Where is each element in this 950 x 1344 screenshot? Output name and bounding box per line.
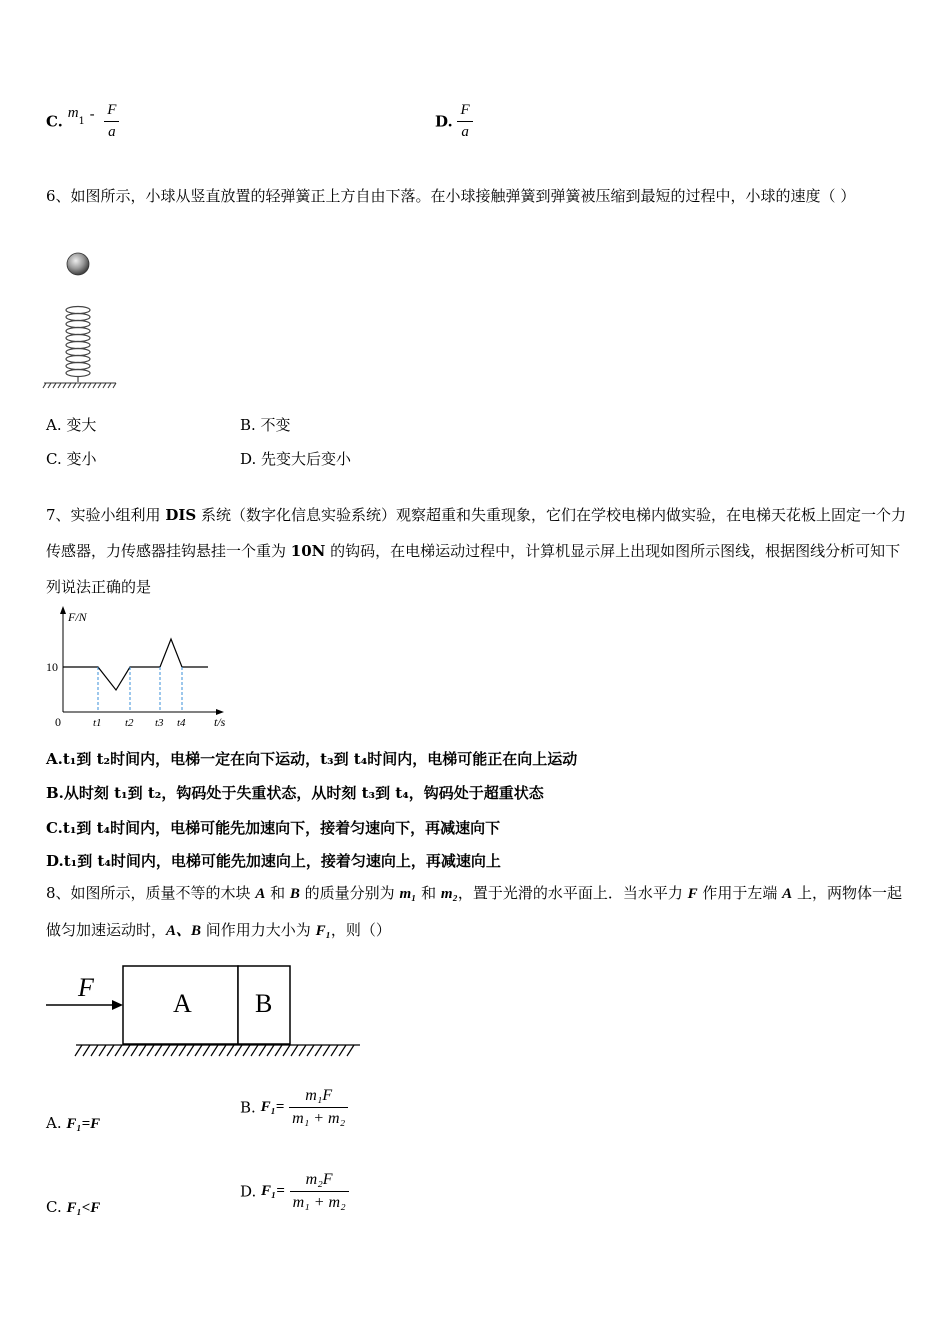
- q5-option-d-num: F: [457, 102, 472, 122]
- q8-option-c-expr: F₁<F: [66, 1200, 101, 1216]
- q8-option-a-label: A.: [46, 1114, 67, 1132]
- q8-option-b-lhs: F₁=: [260, 1099, 285, 1115]
- spring-icon: [66, 307, 90, 383]
- block-b-label: B: [255, 989, 273, 1018]
- q5-option-c-fraction: [104, 102, 119, 141]
- x-axis-label: t/s: [214, 715, 226, 726]
- x-tick-t4: t4: [177, 717, 186, 726]
- q7-text: [46, 497, 908, 605]
- q6-option-c: C. 变小: [46, 450, 97, 468]
- q8-text-post: ，则（）: [330, 921, 391, 939]
- ground-icon: [43, 383, 116, 388]
- q8-text-a: A: [255, 886, 266, 902]
- force-arrow-icon: [112, 1000, 123, 1010]
- q8-option-b-label: B.: [240, 1098, 261, 1117]
- q8-text-pre: 8、如图所示，质量不等的木块: [46, 884, 256, 902]
- q8-text-ab: A、B: [166, 923, 202, 939]
- q8-option-c: [46, 1198, 100, 1217]
- q5-option-c: [46, 102, 119, 141]
- q5-option-c-den: a: [108, 124, 116, 140]
- q6-option-a: A. 变大: [46, 416, 97, 434]
- x-tick-t2: t2: [125, 717, 134, 726]
- q8-option-a-expr: F₁=F: [66, 1116, 101, 1132]
- y-axis-arrow-icon: [60, 606, 66, 614]
- q8-option-d-num: m₂F: [290, 1171, 349, 1192]
- x-tick-t1: t1: [93, 717, 102, 726]
- q6-spring-figure: [42, 250, 120, 392]
- q8-text-mid3: 作用于左端: [697, 884, 783, 902]
- q8-text-and1: 和: [265, 884, 290, 902]
- q5-option-c-label: C.: [46, 112, 63, 131]
- q8-option-d-label: D.: [240, 1182, 262, 1201]
- q5-option-d: [435, 102, 473, 141]
- q5-option-c-num: F: [104, 102, 119, 122]
- q7-option-c: C.t₁到 t₄时间内，电梯可能先加速向下，接着匀速向下，再减速向下: [46, 819, 501, 837]
- q8-text-mid5: 间作用力大小为: [201, 921, 316, 939]
- q6-option-d: D. 先变大后变小: [240, 450, 352, 468]
- q7-text-mid: 系统（数字化信息实验系统）观察超重和失重现象，它们在学校电梯内做实验，在电梯天花板上固定一个力传感器，力传感器挂钩悬挂一个重为: [46, 506, 906, 560]
- q5-option-c-m: m: [67, 105, 79, 121]
- y-axis-label: F/N: [68, 610, 87, 624]
- q8-text-mid4: 上，两物体一起做匀加速运动时，: [46, 884, 902, 939]
- q7-force-time-graph: [40, 604, 240, 726]
- q8-option-b-num: m₁F: [289, 1087, 348, 1108]
- q8-option-a: [46, 1114, 100, 1133]
- q8-text-mid: 的质量分别为: [299, 884, 400, 902]
- q8-option-d-lhs: F₁=: [261, 1183, 285, 1199]
- q5-option-d-label: D.: [435, 112, 453, 131]
- q7-text-dis: DIS: [165, 506, 197, 524]
- q5-option-d-fraction: [457, 102, 472, 141]
- force-label: F: [78, 973, 94, 1002]
- ground-icon: [75, 1045, 360, 1056]
- q5-option-c-sub: 1: [78, 115, 85, 127]
- q8-option-b-den: m₁ + m₂: [292, 1110, 346, 1127]
- q8-option-b-fraction: [289, 1087, 348, 1128]
- q7-text-pre: 7、实验小组利用: [46, 506, 166, 524]
- q7-option-a: A.t₁到 t₂时间内，电梯一定在向下运动，t₃到 t₄时间内，电梯可能正在向上运动: [46, 750, 578, 768]
- q8-option-d-fraction: [290, 1171, 349, 1212]
- q8-text-m1: m₁: [399, 886, 417, 902]
- y-tick-10: 10: [46, 660, 58, 674]
- q7-option-b: B.从时刻 t₁到 t₂，钩码处于失重状态，从时刻 t₃到 t₄，钩码处于超重状态: [46, 784, 544, 802]
- q7-text-post: 的钩码，在电梯运动过程中，计算机显示屏上出现如图所示图线，根据图线分析可知下列说法正确的是: [46, 542, 901, 596]
- q8-option-d: [240, 1171, 349, 1212]
- q8-option-d-den: m₁ + m₂: [292, 1194, 346, 1211]
- x-tick-t3: t3: [155, 717, 164, 726]
- q8-text-m2: m₂: [440, 886, 458, 902]
- q8-text: [46, 875, 908, 949]
- q8-blocks-figure: [42, 960, 364, 1060]
- q8-text-b: B: [289, 886, 300, 902]
- q6-option-b: B. 不变: [240, 416, 291, 434]
- q8-text-f1: F₁: [315, 923, 331, 939]
- q5-option-d-den: a: [461, 124, 469, 140]
- q5-option-c-minus: -: [84, 104, 100, 123]
- q8-option-c-label: C.: [46, 1198, 67, 1216]
- q7-text-10n: 10N: [290, 542, 326, 560]
- q8-text-mid2: ，置于光滑的水平面上．当水平力: [457, 884, 688, 902]
- origin-label: 0: [55, 715, 61, 726]
- block-a-label: A: [173, 989, 192, 1018]
- q8-text-f: F: [687, 886, 698, 902]
- q8-option-b: [240, 1087, 348, 1128]
- q8-text-a2: A: [782, 886, 793, 902]
- force-curve: [63, 639, 208, 690]
- q7-option-d: D.t₁到 t₄时间内，电梯可能先加速向上，接着匀速向上，再减速向上: [46, 852, 501, 870]
- q8-text-and2: 和: [416, 884, 441, 902]
- q6-text: 6、如图所示，小球从竖直放置的轻弹簧正上方自由下落。在小球接触弹簧到弹簧被压缩到最短的过程中，小球的速度（ ）: [46, 187, 856, 205]
- ball-icon: [67, 253, 89, 275]
